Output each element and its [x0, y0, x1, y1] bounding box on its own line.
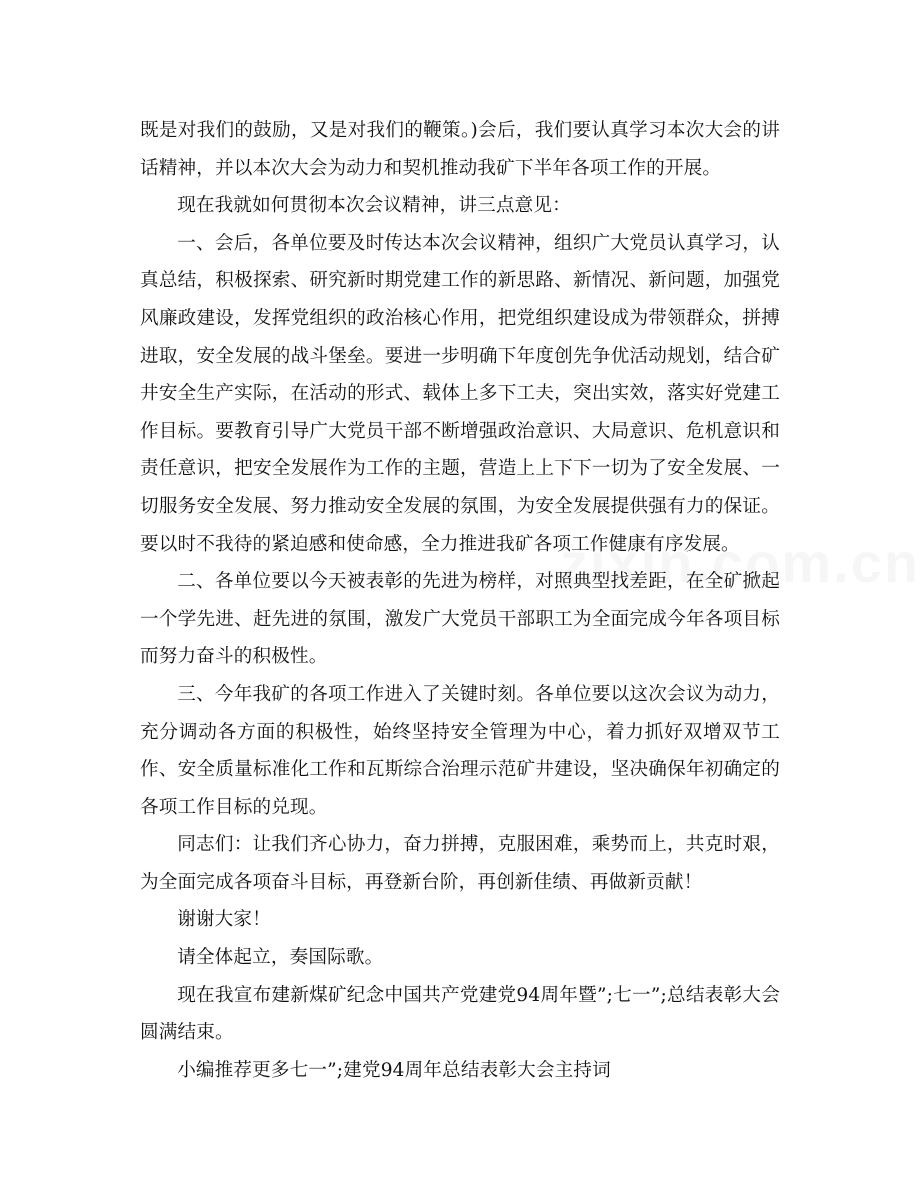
paragraph-continuation: 既是对我们的鼓励，又是对我们的鞭策。)会后，我们要认真学习本次大会的讲话精神，并以本次大会为动力和契机推动我矿下半年各项工作的开展。: [140, 120, 780, 179]
paragraph-thanks: 谢谢大家！: [177, 909, 271, 931]
paragraph-appeal: 同志们：让我们齐心协力，奋力拼搏，克服困难，乘势而上，共克时艰，为全面完成各项奋斗目标，再登新台阶，再创新佳绩、再做新贡献！: [140, 834, 780, 893]
paragraph-point-one: 一、会后，各单位要及时传达本次会议精神，组织广大党员认真学习，认真总结，积极探索、研究新时期党建工作的新思路、新情况、新问题，加强党风廉政建设，发挥党组织的政治核心作用，把党组织建设成为带领群众，拼搏进取，安全发展的战斗堡垒。要进一步明确下年度创先争优活动规划，结合矿井安全生产实际，在活动的形式、载体上多下工夫，突出实效，落实好党建工作目标。要教育引导广大党员干部不断增强政治意识、大局意识、危机意识和责任意识，把安全发展作为工作的主题，营造上上下下一切为了安全发展、一切服务安全发展、努力推动安全发展的氛围，为安全发展提供强有力的保证。要以时不我待的紧迫感和使命感，全力推进我矿各项工作健康有序发展。: [140, 232, 780, 555]
paragraph-anthem: 请全体起立，奏国际歌。: [177, 947, 384, 969]
paragraph-point-two: 二、各单位要以今天被表彰的先进为榜样，对照典型找差距，在全矿掀起一个学先进、赶先进的氛围，激发广大党员干部职工为全面完成今年各项目标而努力奋斗的积极性。: [140, 571, 780, 668]
document-body: [140, 112, 780, 1089]
paragraph-point-three: 三、今年我矿的各项工作进入了关键时刻。各单位要以这次会议为动力，充分调动各方面的积极性，始终坚持安全管理为中心，着力抓好双增双节工作、安全质量标准化工作和瓦斯综合治理示范矿井建设，坚决确保年初确定的各项工作目标的兑现。: [140, 683, 780, 818]
paragraph-intro: 现在我就如何贯彻本次会议精神，讲三点意见：: [177, 195, 571, 217]
paragraph-closing: 现在我宣布建新煤矿纪念中国共产党建党94周年暨”;七一”;总结表彰大会圆满结束。: [140, 984, 780, 1044]
paragraph-recommendation: 小编推荐更多七一”;建党94周年总结表彰大会主持词: [177, 1059, 611, 1081]
